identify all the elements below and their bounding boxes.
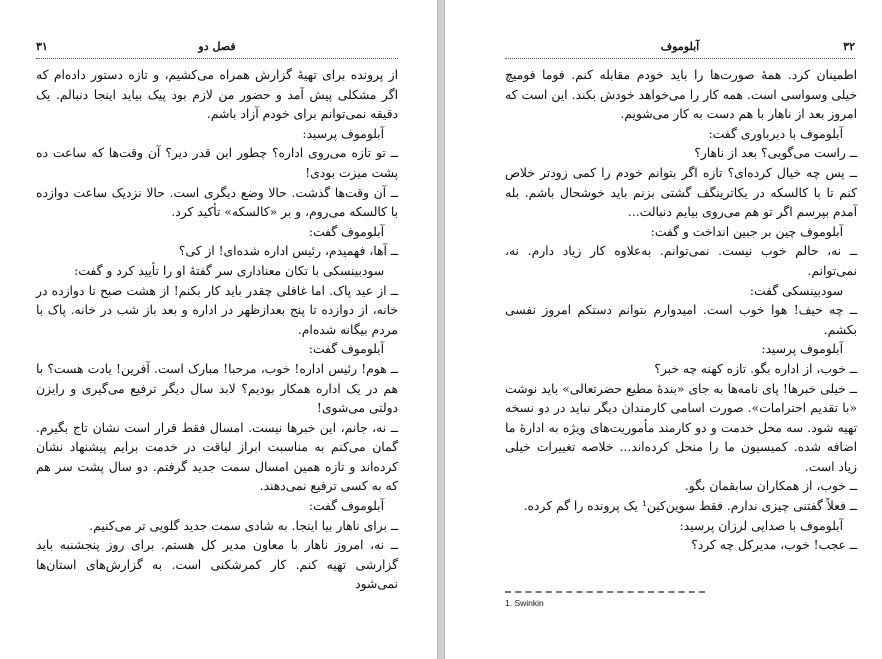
paragraph: سودبینسکی گفت: — [749, 283, 843, 298]
paragraph: آبلوموف گفت: — [308, 499, 384, 514]
footnote: 1. Swinkin — [505, 598, 544, 608]
footnote-divider — [505, 591, 705, 593]
page-number: ۳۲ — [843, 40, 855, 53]
paragraph: ــ آها، فهمیدم، رئیس اداره شده‌ای! از کی؟ — [178, 244, 398, 259]
paragraph: ــ نه، جانم، این خبرها نیست. امسال فقط قرار است نشان تاج بگیرم. گمان می‌کنم به مناسبت ابراز لیاقت در خدمت برایم پیشنهاد نشان کرده‌اند و تازه همین امسال سمت جدید گرفتم. دو سال پشت سر هم که به کسی ترفیع نمی‌دهند. — [36, 420, 398, 494]
paragraph: ــ نه، امروز ناهار با معاون مدیر کل هستم. برای روز پنجشنبه باید گزارشی تهیه کنم. کار کمرشکنی است. به گزارش‌های استان‌ها نمی‌شود — [36, 538, 398, 592]
paragraph: اطمینان کرد. همهٔ صورت‌ها را باید خودم مقابله کنم. فوما فومیچ خیلی وسواسی است. همه کار را می‌خواهد خودش بکند. این است که امروز بعد از ناهار با هم دست به کار می‌شویم. — [505, 68, 857, 122]
paragraph: آبلوموف با دیرباوری گفت: — [708, 126, 843, 141]
book-title: آبلوموف — [660, 40, 700, 53]
chapter-title: فصل دو — [198, 40, 236, 53]
paragraph: سودبینسکی با تکان معناداری سر گفتهٔ او را تأیید کرد و گفت: — [74, 263, 384, 278]
page-body-text — [505, 66, 857, 556]
running-header — [505, 40, 855, 59]
page-number: ۳۱ — [36, 40, 48, 53]
paragraph: ــ خوب، از اداره بگو. تازه کهنه چه خبر؟ — [654, 361, 857, 376]
paragraph: ــ برای ناهار بیا اینجا. به شادی سمت جدید گلویی تر می‌کنیم. — [89, 518, 398, 533]
paragraph: آبلوموف پرسید: — [761, 342, 843, 357]
paragraph: ــ از عید پاک. اما غافلی چقدر باید کار بکنم! از هشت صبح تا دوازده در خانه، از دوازده تا پنج بعدازظهر در اداره و بعد باز شب در خانه. پاک با مردم بیگانه شده‌ام. — [36, 283, 398, 337]
paragraph: ــ راست می‌گویی؟ بعد از ناهار؟ — [694, 146, 857, 161]
paragraph: ــ چه حیف! هوا خوب است. امیدوارم بتوانم دستکم امروز نفسی بکشم. — [505, 303, 857, 337]
paragraph: ــ عجب! خوب، مدیرکل چه کرد؟ — [691, 538, 857, 553]
paragraph: ــ نه، حالم خوب نیست. نمی‌توانم. به‌علاوه کار زیاد دارم. نه، نمی‌توانم. — [505, 244, 857, 278]
paragraph: ــ آن وقت‌ها گذشت. حالا وضع دیگری است. حالا نزدیک ساعت دوازده با کالسکه می‌روم، و بر «کالسکه» تأکید کرد. — [36, 185, 398, 220]
paragraph: ــ پس چه خیال کرده‌ای؟ تازه اگر بتوانم خودم را کمی زودتر خلاص کنم تا با کالسکه در یکاترینگف گشتی بزنم باید خوشحال باشم. بله آمدم بپرسم اگر تو هم می‌روی بیایم دنبالت... — [505, 165, 857, 220]
paragraph: ــ هوم! رئیس اداره! خوب، مرحبا! مبارک است. آفرین! یادت هست؟ با هم در یک اداره همکار بودیم؟ لابد سال دیگر ترفیع می‌گیری و رایزن دولتی می‌شوی! — [36, 361, 398, 416]
paragraph: ــ خوب، از همکاران سابقمان بگو. — [684, 479, 857, 494]
running-header — [36, 40, 398, 59]
paragraph: آبلوموف گفت: — [308, 342, 384, 357]
paragraph: آبلوموف پرسید: — [302, 126, 384, 141]
paragraph: ــ فعلاً گفتنی چیزی ندارم. فقط سوین‌کین¹ یک پرونده را گم کرده. — [523, 499, 857, 514]
paragraph: آبلوموف چین بر جبین انداخت و گفت: — [650, 224, 843, 239]
right-page — [444, 0, 882, 659]
left-page — [0, 0, 438, 659]
paragraph: آبلوموف گفت: — [308, 224, 384, 239]
page-body-text — [36, 66, 398, 595]
paragraph: ــ تو تازه می‌روی اداره؟ چطور این قدر دیر؟ آن وقت‌ها که ساعت ده پشت میزت بودی! — [36, 146, 398, 180]
paragraph: آبلوموف با صدایی لرزان پرسید: — [679, 518, 843, 533]
paragraph: از پرونده برای تهیهٔ گزارش همراه می‌کشیم، و تازه دستور داده‌ام که اگر مشکلی پیش آمد و حضور من لازم بود پیک بیاید اینجا دنبالم. یک دقیقه نمی‌توانم برای خودم آزاد باشم. — [36, 68, 398, 122]
paragraph: ــ خیلی خبرها! پای نامه‌ها به جای «بندهٔ مطیع حضرتعالی» باید نوشت «با تقدیم احترامات». صورت اسامی کارمندان دیگر نباید در دو نسخه تهیه شود. سه محل خدمت و دو کارمند مأموریت‌های ویژه به ادارهٔ ما اضافه شده. کمیسیون ما را منحل کرده‌اند... خلاصه تغییرات خیلی زیاد است. — [505, 381, 857, 474]
